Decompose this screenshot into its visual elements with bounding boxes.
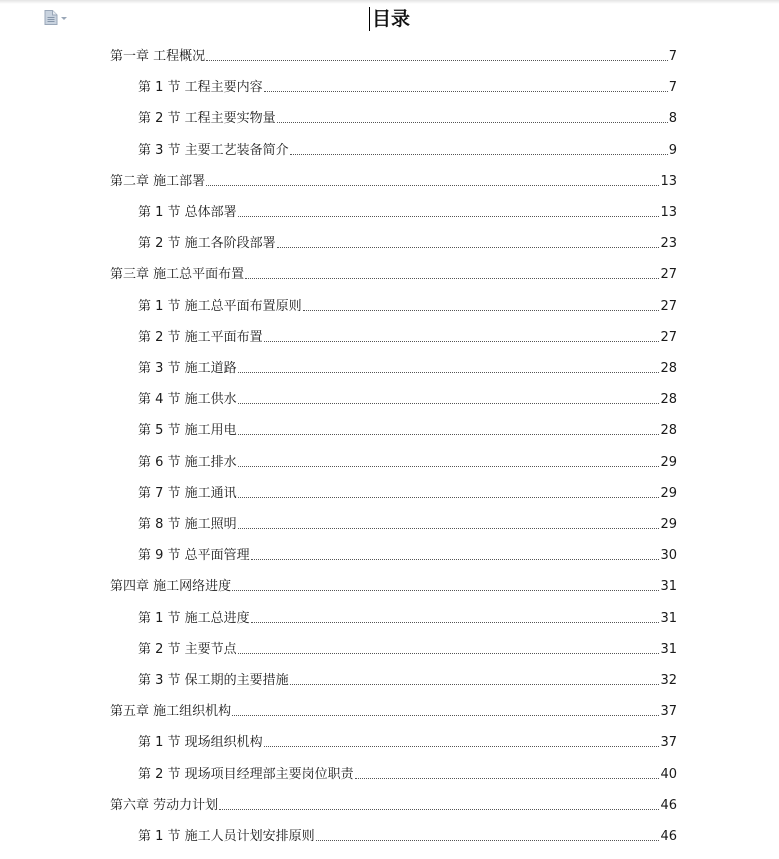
title-area <box>0 4 779 34</box>
toc-section-entry[interactable] <box>138 607 677 627</box>
toc-section-entry[interactable] <box>138 825 677 845</box>
toc-page-number: 46 <box>660 797 677 813</box>
toc-section-entry[interactable] <box>138 544 677 564</box>
toc-page-number: 29 <box>660 454 677 470</box>
toc-page-number: 27 <box>660 329 677 345</box>
toc-section-entry[interactable] <box>138 731 677 751</box>
toc-chapter-entry[interactable] <box>110 794 677 814</box>
toc-page-number: 7 <box>668 80 677 96</box>
toc-section-entry[interactable] <box>138 638 677 658</box>
toc-dot-leader <box>251 558 660 560</box>
toc-page-number: 28 <box>660 361 677 376</box>
toc-section-entry[interactable] <box>138 419 677 439</box>
toc-entry-label: 第六章 劳动力计划 <box>110 797 219 813</box>
toc-page-number: 23 <box>660 236 677 252</box>
toc-page-number: 32 <box>660 673 677 688</box>
toc-dot-leader <box>206 59 668 61</box>
toc-page-number: 37 <box>660 735 677 751</box>
toc-page-number: 30 <box>660 548 677 564</box>
toc-dot-leader <box>316 839 660 841</box>
toc-chapter-entry[interactable] <box>110 263 677 283</box>
toc-entry-label: 第 4 节 施工供水 <box>138 392 237 408</box>
toc-section-entry[interactable] <box>138 763 677 783</box>
toc-dot-leader <box>277 121 668 123</box>
text-cursor <box>369 7 370 31</box>
toc-dot-leader <box>355 777 660 779</box>
toc-entry-label: 第 8 节 施工照明 <box>138 517 237 532</box>
toc-dot-leader <box>219 808 659 810</box>
toc-section-entry[interactable] <box>138 107 677 127</box>
toc-section-entry[interactable] <box>138 326 677 346</box>
toc-dot-leader <box>264 90 668 92</box>
toc-entry-label: 第 1 节 工程主要内容 <box>138 80 263 96</box>
toc-entry-label: 第 1 节 总体部署 <box>138 205 237 220</box>
toc-section-entry[interactable] <box>138 388 677 408</box>
toc-dot-leader <box>232 714 659 716</box>
toc-section-entry[interactable] <box>138 357 677 377</box>
toc-entry-label: 第 1 节 现场组织机构 <box>138 735 263 751</box>
toc-dot-leader <box>238 527 660 529</box>
toc-page-number: 29 <box>660 517 677 532</box>
toc-section-entry[interactable] <box>138 76 677 96</box>
toc-entry-label: 第 2 节 施工各阶段部署 <box>138 236 276 252</box>
toc-page-number: 40 <box>660 766 677 782</box>
toc-section-entry[interactable] <box>138 451 677 471</box>
toc-chapter-entry[interactable] <box>110 575 677 595</box>
toc-page-number: 31 <box>660 610 677 626</box>
toc-dot-leader <box>264 340 660 342</box>
toc-dot-leader <box>251 621 660 623</box>
toc-page-number: 9 <box>668 142 677 158</box>
toc-dot-leader <box>206 184 659 186</box>
toc-page-number: 7 <box>668 49 677 64</box>
toc-entry-label: 第 3 节 主要工艺装备简介 <box>138 142 289 158</box>
toc-page-number: 37 <box>660 704 677 720</box>
toc-page-number: 29 <box>660 485 677 501</box>
toc-entry-label: 第 1 节 施工总进度 <box>138 610 250 626</box>
toc-entry-label: 第 2 节 工程主要实物量 <box>138 111 276 127</box>
toc-page-number: 28 <box>660 392 677 408</box>
toc-dot-leader <box>245 277 659 279</box>
toc-page-number: 46 <box>660 829 677 844</box>
toc-dot-leader <box>238 402 660 404</box>
toc-dot-leader <box>290 153 668 155</box>
toc-entry-label: 第三章 施工总平面布置 <box>110 267 245 283</box>
toc-section-entry[interactable] <box>138 669 677 689</box>
toc-entry-label: 第 2 节 现场项目经理部主要岗位职责 <box>138 766 354 782</box>
toc-entry-label: 第 5 节 施工用电 <box>138 423 237 439</box>
toc-section-entry[interactable] <box>138 232 677 252</box>
toc-dot-leader <box>238 433 660 435</box>
toc-page-number: 31 <box>660 579 677 595</box>
toc-chapter-entry[interactable] <box>110 700 677 720</box>
toc-dot-leader <box>238 371 660 373</box>
toc-page-number: 27 <box>660 298 677 314</box>
toc-dot-leader <box>264 745 660 747</box>
toc-section-entry[interactable] <box>138 513 677 533</box>
toc-chapter-entry[interactable] <box>110 170 677 190</box>
toc-dot-leader <box>238 465 660 467</box>
toc-entry-label: 第 9 节 总平面管理 <box>138 548 250 564</box>
toc-entry-label: 第 2 节 主要节点 <box>138 641 237 657</box>
toc-dot-leader <box>277 246 660 248</box>
toc-entry-label: 第二章 施工部署 <box>110 173 206 189</box>
toc-entry-label: 第 1 节 施工总平面布置原则 <box>138 298 302 314</box>
toc-dot-leader <box>238 496 660 498</box>
toc-section-entry[interactable] <box>138 201 677 221</box>
toc-section-entry[interactable] <box>138 482 677 502</box>
toc-section-entry[interactable] <box>138 139 677 159</box>
toc-chapter-entry[interactable] <box>110 45 677 65</box>
toc-entry-label: 第 6 节 施工排水 <box>138 454 237 470</box>
toc-page-number: 31 <box>660 641 677 657</box>
page-title-text: 目录 <box>371 8 410 30</box>
toc-dot-leader <box>232 589 659 591</box>
toc-page-number: 27 <box>660 267 677 283</box>
toc-entry-label: 第一章 工程概况 <box>110 49 206 64</box>
toc-dot-leader <box>290 683 660 685</box>
toc-entry-label: 第 2 节 施工平面布置 <box>138 329 263 345</box>
toc-dot-leader <box>238 215 660 217</box>
toc-page-number: 8 <box>668 111 677 127</box>
toc-section-entry[interactable] <box>138 295 677 315</box>
toc-entry-label: 第 3 节 保工期的主要措施 <box>138 673 289 688</box>
toc-dot-leader <box>303 309 660 311</box>
toc-page-number: 13 <box>660 205 677 220</box>
toc-entry-label: 第 7 节 施工通讯 <box>138 485 237 501</box>
page-title[interactable] <box>369 4 410 34</box>
toc-entry-label: 第 1 节 施工人员计划安排原则 <box>138 829 315 844</box>
toc-entry-label: 第 3 节 施工道路 <box>138 361 237 376</box>
toc-dot-leader <box>238 652 660 654</box>
toc-page-number: 28 <box>660 423 677 439</box>
toc-entry-label: 第五章 施工组织机构 <box>110 704 232 720</box>
toc-page-number: 13 <box>660 173 677 189</box>
toc-entry-label: 第四章 施工网络进度 <box>110 579 232 595</box>
